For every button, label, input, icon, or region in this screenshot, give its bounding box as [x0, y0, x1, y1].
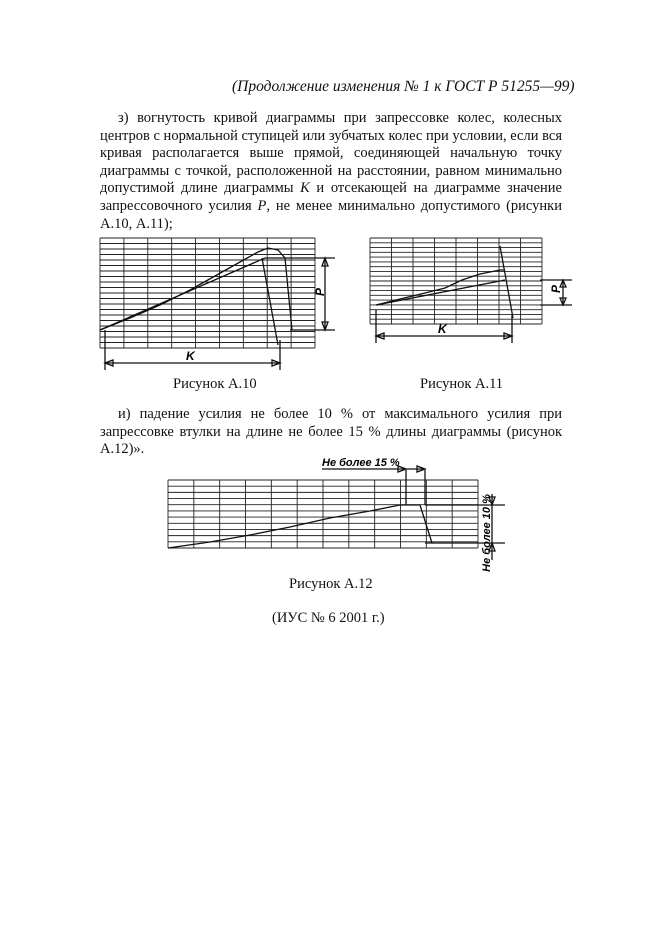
- ius-reference: (ИУС № 6 2001 г.): [272, 610, 385, 626]
- figure-a12-force-label: Не более 10 %: [481, 494, 493, 572]
- variable-k: K: [300, 180, 310, 197]
- figure-a11-caption: Рисунок А.11: [420, 376, 504, 392]
- running-header: (Продолжение изменения № 1 к ГОСТ Р 51255—99): [232, 78, 575, 95]
- figure-a12-length-label: Не более 15 %: [322, 457, 400, 469]
- figure-a10-p-label: P: [313, 287, 327, 296]
- paragraph-z-text-1: з) вогнутость кривой диаграммы при запрессовке колес, колесных центров с нормальной ступицей или зубчатых колес при условии, если вся кривая располагается выше прямой, соединяющей начальную точку диаграммы с точкой, расположенной на расстоянии, равном минимально допустимой длине диаграммы: [100, 110, 562, 197]
- figure-a11-p-label: P: [549, 284, 563, 293]
- paragraph-i: и) падение усилия не более 10 % от максимального усилия при запрессовке втулки на длине не более 15 % длины диаграммы (рисунок А.12)».: [100, 406, 562, 458]
- figure-a11-k-label: K: [438, 322, 447, 336]
- figure-a12-grid: [168, 480, 478, 548]
- variable-p: P: [257, 197, 267, 214]
- figure-a12-caption: Рисунок А.12: [289, 576, 373, 592]
- figure-a10-k-label: K: [186, 349, 195, 363]
- paragraph-z-text-2: и отсекающей на диаграмме значение запрессовочного усилия: [100, 180, 562, 214]
- paragraph-z-text-3: , не менее минимально допустимого (рисунки А.10, А.11);: [100, 197, 562, 232]
- figure-a10-caption: Рисунок А.10: [173, 376, 257, 392]
